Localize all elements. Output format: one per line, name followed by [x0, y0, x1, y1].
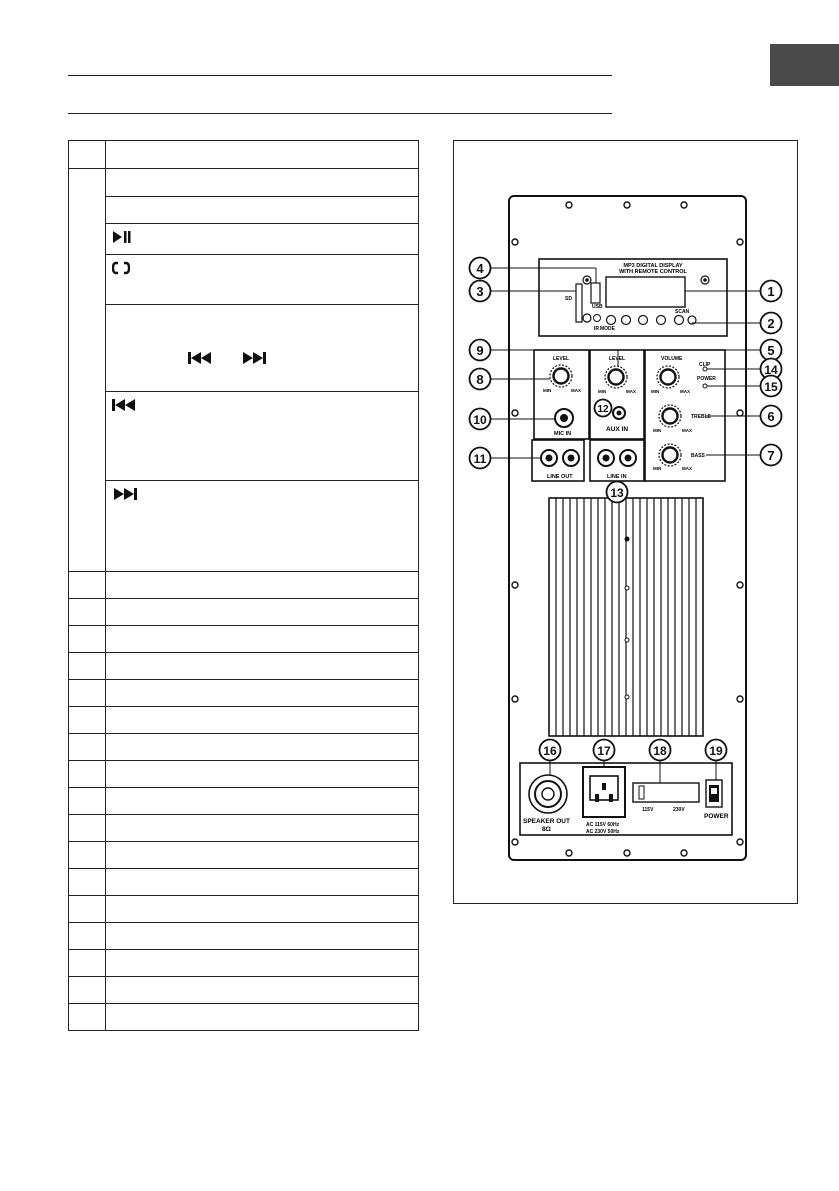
clip-label: CLIP [699, 362, 711, 368]
callout-19: 19 [709, 744, 723, 758]
callout-17: 17 [597, 744, 611, 758]
bass-knob [659, 444, 681, 466]
aux-level-label: LEVEL [609, 356, 626, 362]
ac-label-1: AC 115V 60Hz [586, 822, 620, 828]
aux-in-label: AUX IN [606, 426, 629, 433]
svg-text:MAX: MAX [682, 466, 692, 471]
callout-13: 13 [610, 486, 624, 500]
power-switch [706, 780, 722, 807]
svg-text:MAX: MAX [571, 388, 581, 393]
mic-in-label: MIC IN [554, 431, 572, 437]
svg-text:MIN: MIN [598, 389, 607, 394]
callout-1: 1 [767, 284, 775, 299]
speaker-ohm-label: 8Ω [542, 826, 551, 833]
svg-text:MIN: MIN [651, 389, 660, 394]
power-switch-label: POWER [704, 813, 729, 820]
callout-9: 9 [476, 343, 484, 358]
callout-3: 3 [476, 284, 484, 299]
callout-4: 4 [476, 261, 484, 276]
ac-label-2: AC 230V 50Hz [586, 829, 620, 835]
callout-12: 12 [597, 404, 609, 415]
scan-label: SCAN [675, 309, 690, 315]
callout-15: 15 [764, 380, 778, 394]
speaker-out-label: SPEAKER OUT [523, 818, 570, 825]
mic-level-label: LEVEL [553, 356, 570, 362]
sd-label: SD [565, 296, 572, 302]
svg-text:MIN: MIN [653, 466, 662, 471]
treble-knob [659, 405, 681, 427]
speaker-out-connector [529, 775, 567, 813]
power-led-label: POWER [697, 376, 716, 382]
ac-inlet [583, 767, 625, 817]
callout-14: 14 [764, 363, 778, 377]
callout-2: 2 [767, 316, 775, 331]
mic-in-jack [555, 409, 573, 427]
line-out-label: LINE OUT [547, 474, 573, 480]
svg-text:MAX: MAX [680, 389, 690, 394]
callout-11: 11 [473, 452, 487, 466]
volume-knob [657, 366, 679, 388]
callout-18: 18 [653, 744, 667, 758]
callout-5: 5 [767, 343, 775, 358]
aux-level-knob [605, 366, 627, 388]
mode-label: MODE [600, 326, 615, 332]
bass-label: BASS [691, 453, 705, 459]
svg-text:MAX: MAX [682, 428, 692, 433]
volume-label: VOLUME [661, 356, 683, 362]
mp3-title-1: MP3 DIGITAL DISPLAY [623, 263, 683, 269]
svg-text:MIN: MIN [543, 388, 552, 393]
usb-label: USB [592, 304, 603, 310]
sd-slot [576, 284, 582, 322]
usb-port [591, 283, 600, 303]
v230-label: 230V [673, 807, 685, 813]
v115-label: 115V [642, 807, 654, 813]
treble-label: TREBLE [691, 414, 711, 420]
callout-8: 8 [476, 372, 484, 387]
callout-6: 6 [767, 409, 775, 424]
display-window [606, 277, 685, 307]
callout-16: 16 [543, 744, 557, 758]
ir-label: IR [594, 326, 599, 332]
callout-7: 7 [767, 448, 775, 463]
mp3-title-2: WITH REMOTE CONTROL [619, 269, 687, 275]
voltage-selector [633, 783, 699, 802]
mic-level-knob [550, 365, 572, 387]
line-in-label: LINE IN [607, 474, 627, 480]
callout-10: 10 [473, 413, 487, 427]
aux-in-jack [613, 407, 625, 419]
svg-text:MAX: MAX [626, 389, 636, 394]
svg-text:MIN: MIN [653, 428, 662, 433]
